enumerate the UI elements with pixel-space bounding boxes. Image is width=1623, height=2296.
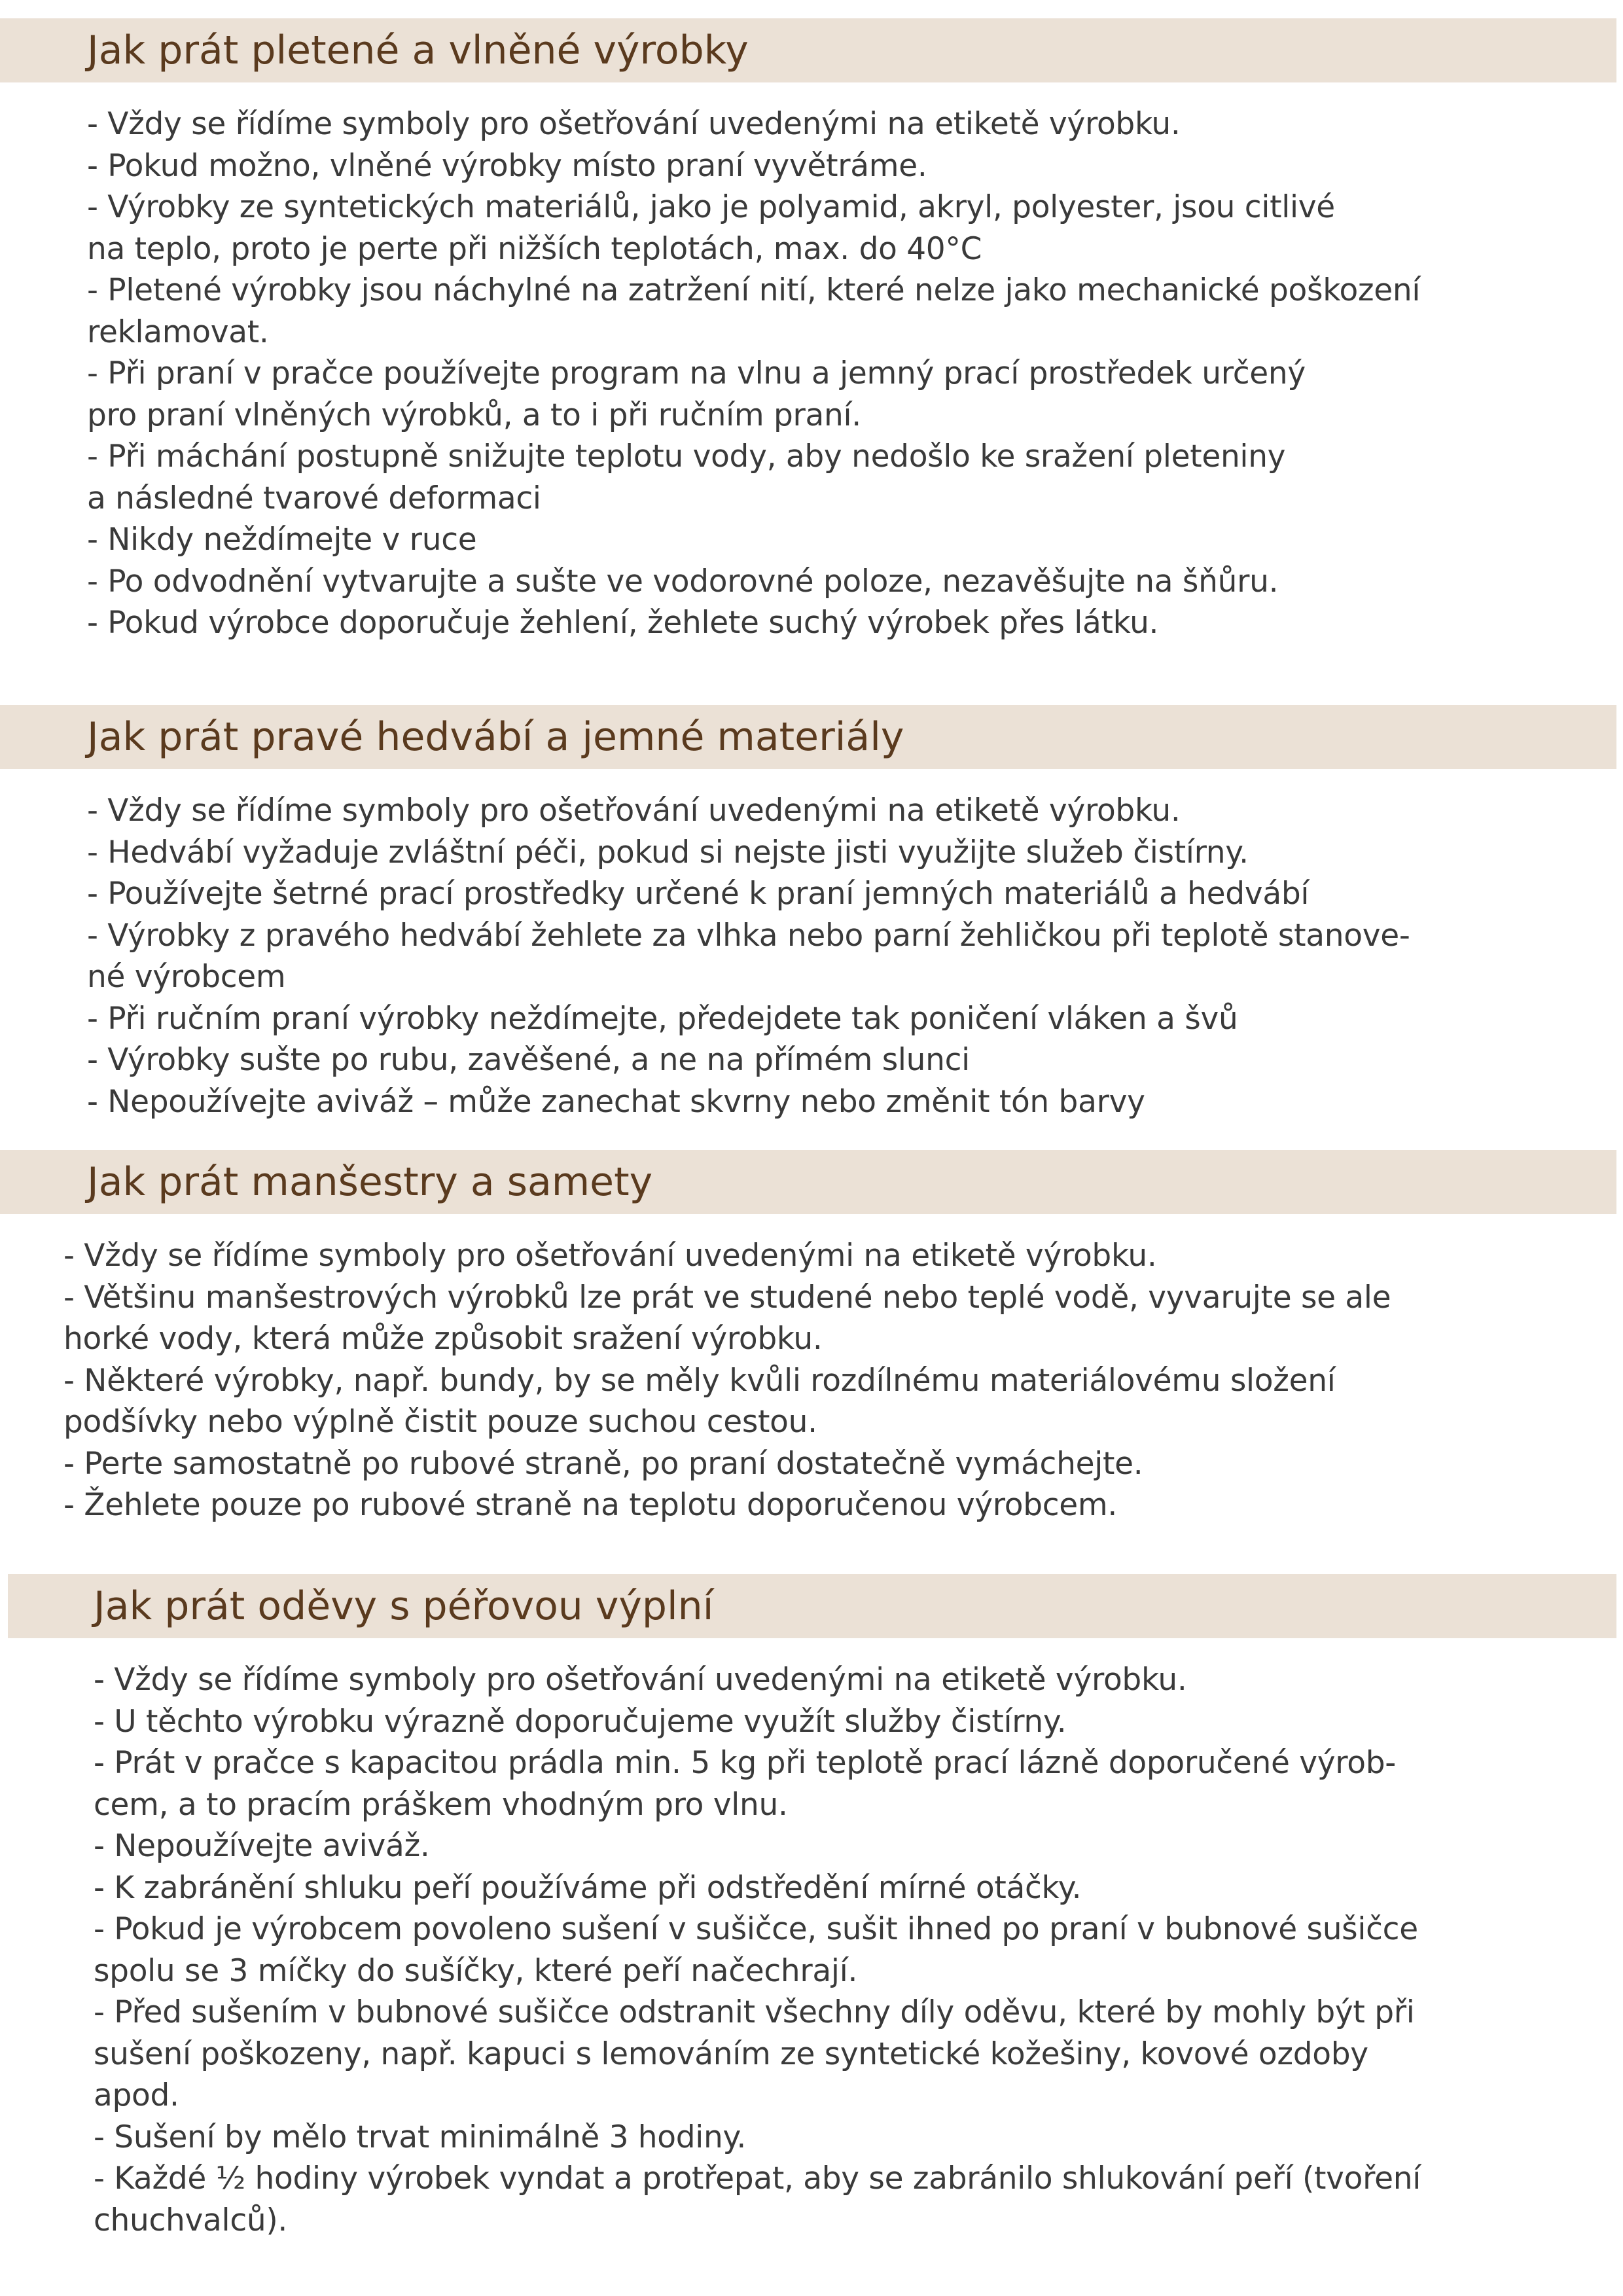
section-1-line: - Při praní v pračce používejte program na vlnu a jemný prací prostředek určený (87, 355, 1306, 391)
section-1-line: pro praní vlněných výrobků, a to i při ručním praní. (87, 397, 861, 433)
section-1-list (87, 103, 1420, 644)
section-1-title: Jak prát pletené a vlněné výrobky (87, 27, 749, 73)
section-1-line: a následné tvarové deformaci (87, 480, 541, 516)
section-3-line: horké vody, která může způsobit sražení výrobku. (63, 1321, 823, 1357)
section-2-line: - Výrobky z pravého hedvábí žehlete za vlhka nebo parní žehličkou při teplotě stanove- (87, 917, 1410, 954)
section-4-line: - K zabránění shluku peří používáme při odstředění mírné otáčky. (94, 1869, 1082, 1906)
section-2-list (87, 790, 1410, 1122)
section-3-line: - Většinu manšestrových výrobků lze prát ve studené nebo teplé vodě, vyvarujte se ale (63, 1279, 1391, 1316)
section-4-line: - Nepoužívejte aviváž. (94, 1828, 430, 1864)
section-4-line: spolu se 3 míčky do sušíčky, které peří načechrají. (94, 1952, 858, 1989)
section-2-line: - Používejte šetrné prací prostředky určené k praní jemných materiálů a hedvábí (87, 876, 1310, 912)
section-3-line: - Vždy se řídíme symboly pro ošetřování uvedenými na etiketě výrobku. (63, 1238, 1157, 1274)
section-2-line: - Vždy se řídíme symboly pro ošetřování uvedenými na etiketě výrobku. (87, 793, 1181, 829)
section-4-line: - Každé ½ hodiny výrobek vyndat a protřepat, aby se zabránilo shlukování peří (tvoření (94, 2161, 1421, 2197)
section-3-line: podšívky nebo výplně čistit pouze suchou cestou. (63, 1404, 817, 1440)
section-3-line: - Perte samostatně po rubové straně, po praní dostatečně vymáchejte. (63, 1445, 1143, 1482)
section-1-line: - Výrobky ze syntetických materiálů, jako je polyamid, akryl, polyester, jsou citlivé (87, 189, 1335, 225)
section-3-list (63, 1235, 1391, 1526)
section-2-line: - Nepoužívejte aviváž – může zanechat skvrny nebo změnit tón barvy (87, 1083, 1145, 1120)
section-4-list (94, 1659, 1421, 2241)
section-3-title: Jak prát manšestry a samety (87, 1159, 653, 1205)
section-1-line: reklamovat. (87, 314, 269, 350)
section-4-line: - Vždy se řídíme symboly pro ošetřování uvedenými na etiketě výrobku. (94, 1662, 1187, 1698)
section-4-line: - Prát v pračce s kapacitou prádla min. 5 kg při teplotě prací lázně doporučené výrob- (94, 1745, 1396, 1781)
section-2-line: - Hedvábí vyžaduje zvláštní péči, pokud si nejste jisti využijte služeb čistírny. (87, 834, 1249, 870)
section-3-line: - Některé výrobky, např. bundy, by se měly kvůli rozdílnému materiálovému složení (63, 1362, 1336, 1399)
section-4-line: chuchvalců). (94, 2202, 288, 2238)
section-1-line: - Pokud možno, vlněné výrobky místo praní vyvětráme. (87, 147, 927, 184)
section-3-line: - Žehlete pouze po rubové straně na teplotu doporučenou výrobcem. (63, 1487, 1118, 1523)
section-1-line: - Pokud výrobce doporučuje žehlení, žehlete suchý výrobek přes látku. (87, 605, 1159, 641)
section-4-line: - Pokud je výrobcem povoleno sušení v sušičce, sušit ihned po praní v bubnové sušičce (94, 1911, 1418, 1947)
section-1-line: - Při máchání postupně snižujte teplotu vody, aby nedošlo ke sražení pleteniny (87, 439, 1286, 475)
section-2-line: né výrobcem (87, 959, 286, 995)
section-2-title: Jak prát pravé hedvábí a jemné materiály (87, 714, 904, 760)
section-4-line: - Sušení by mělo trvat minimálně 3 hodiny. (94, 2119, 746, 2155)
section-1-line: - Po odvodnění vytvarujte a sušte ve vodorovné poloze, nezavěšujte na šňůru. (87, 563, 1279, 600)
section-4-line: - U těchto výrobku výrazně doporučujeme využít služby čistírny. (94, 1703, 1067, 1740)
section-1-line: - Nikdy neždímejte v ruce (87, 522, 477, 558)
section-4-line: apod. (94, 2077, 179, 2113)
section-4-line: sušení poškozeny, např. kapuci s lemováním ze syntetické kožešiny, kovové ozdoby (94, 2036, 1368, 2072)
section-1-line: - Vždy se řídíme symboly pro ošetřování uvedenými na etiketě výrobku. (87, 106, 1181, 142)
section-1-line: - Pletené výrobky jsou náchylné na zatržení nití, které nelze jako mechanické poškození (87, 272, 1421, 308)
section-4-title: Jak prát oděvy s péřovou výplní (94, 1583, 714, 1629)
section-4-line: - Před sušením v bubnové sušičce odstranit všechny díly oděvu, které by mohly být při (94, 1994, 1415, 2030)
section-2-line: - Výrobky sušte po rubu, zavěšené, a ne na přímém slunci (87, 1042, 970, 1078)
section-4-line: cem, a to pracím práškem vhodným pro vlnu. (94, 1786, 788, 1823)
section-1-line: na teplo, proto je perte při nižších teplotách, max. do 40°C (87, 230, 982, 267)
section-2-line: - Při ručním praní výrobky neždímejte, předejdete tak poničení vláken a švů (87, 1000, 1238, 1037)
